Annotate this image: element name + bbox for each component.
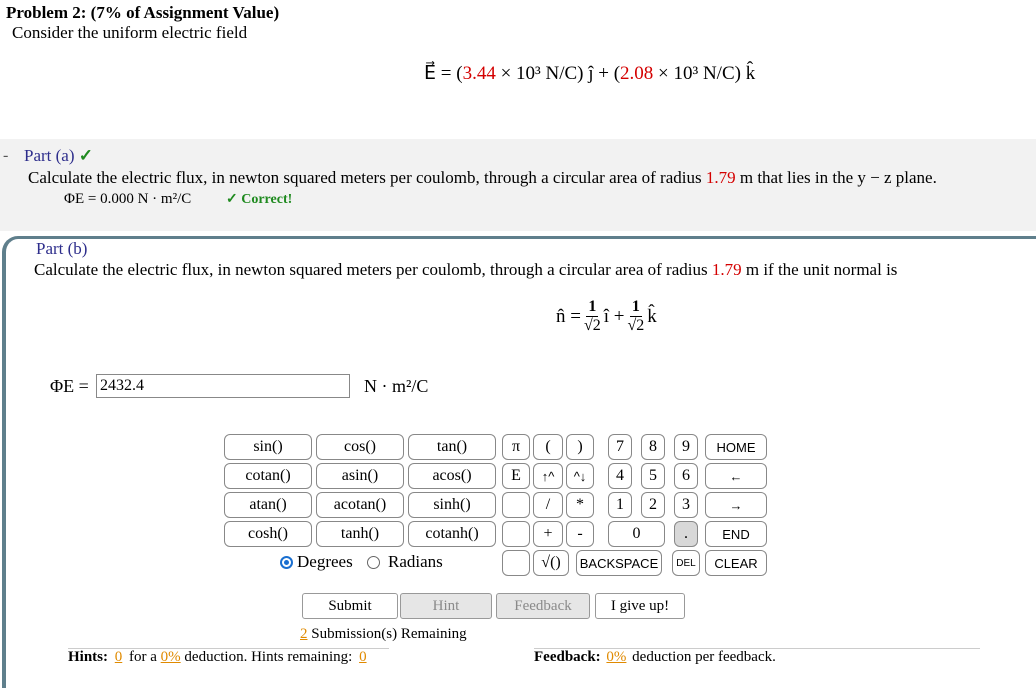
- problem-title: Problem 2: (7% of Assignment Value): [6, 3, 280, 22]
- right-arrow-icon[interactable]: →: [705, 492, 767, 518]
- key-cos[interactable]: cos(): [316, 434, 404, 460]
- key-open-paren[interactable]: (: [533, 434, 563, 460]
- key-asin[interactable]: asin(): [316, 463, 404, 489]
- part-b-title: Part (b): [36, 239, 88, 258]
- feedback-info: [534, 649, 776, 666]
- key-backspace[interactable]: BACKSPACE: [576, 550, 662, 576]
- frac-2-den: √2: [627, 317, 645, 334]
- key-del[interactable]: DEL: [672, 550, 700, 576]
- part-b-panel: [2, 236, 1036, 688]
- key-9[interactable]: 9: [674, 434, 698, 460]
- key-3[interactable]: 3: [674, 492, 698, 518]
- hints-deduction: deduction. Hints remaining:: [180, 649, 357, 665]
- key-clear[interactable]: CLEAR: [705, 550, 767, 576]
- answer-label: ΦE =: [50, 376, 89, 396]
- key-cotan[interactable]: cotan(): [224, 463, 312, 489]
- key-divide[interactable]: /: [533, 492, 563, 518]
- check-icon: ✓: [78, 146, 94, 165]
- correct-badge: ✓ Correct!: [226, 192, 293, 207]
- key-blank-3[interactable]: [502, 550, 530, 576]
- fraction-1: [584, 298, 601, 335]
- eq-mid1: × 10³ N/C) ĵ + (: [495, 63, 621, 84]
- feedback-pct: 0%: [606, 649, 627, 665]
- hints-info: [68, 649, 370, 666]
- key-close-paren[interactable]: ): [566, 434, 594, 460]
- frac-1-num: 1: [588, 298, 597, 315]
- fraction-2: [628, 298, 645, 335]
- part-b-q-pre: Calculate the electric flux, in newton squared meters per coulomb, through a circular area of radius: [34, 260, 712, 279]
- key-decimal[interactable]: .: [674, 521, 698, 547]
- key-cosh[interactable]: cosh(): [224, 521, 312, 547]
- key-tan[interactable]: tan(): [408, 434, 496, 460]
- key-1[interactable]: 1: [608, 492, 632, 518]
- hints-pct: 0%: [160, 649, 181, 665]
- key-multiply[interactable]: *: [566, 492, 594, 518]
- key-blank-2[interactable]: [502, 521, 530, 547]
- hints-remaining: 0: [359, 649, 367, 665]
- key-e[interactable]: E: [502, 463, 530, 489]
- answer-input[interactable]: 2432.4: [96, 374, 350, 398]
- key-minus[interactable]: -: [566, 521, 594, 547]
- hint-button[interactable]: Hint: [400, 593, 492, 619]
- problem-subtitle: Consider the uniform electric field: [12, 23, 248, 42]
- hints-label: Hints:: [68, 649, 109, 665]
- key-2[interactable]: 2: [641, 492, 665, 518]
- key-home[interactable]: HOME: [705, 434, 767, 460]
- answer-unit: N · m²/C: [364, 376, 429, 396]
- part-a-q-pre: Calculate the electric flux, in newton squared meters per coulomb, through a circular area of radius: [28, 168, 706, 187]
- part-b-radius: 1.79: [711, 260, 742, 279]
- submissions-remaining: [300, 626, 467, 643]
- part-a-radius: 1.79: [705, 168, 736, 187]
- key-superscript-down[interactable]: ^↓: [566, 463, 594, 489]
- give-up-button[interactable]: I give up!: [595, 593, 685, 619]
- i-hat: î +: [603, 305, 625, 327]
- submissions-count: 2: [300, 626, 308, 642]
- field-equation: [424, 62, 755, 85]
- degrees-radio[interactable]: [280, 556, 293, 569]
- key-tanh[interactable]: tanh(): [316, 521, 404, 547]
- key-7[interactable]: 7: [608, 434, 632, 460]
- submit-button[interactable]: Submit: [302, 593, 398, 619]
- key-0[interactable]: 0: [608, 521, 665, 547]
- part-a-answer: ΦE = 0.000 N · m²/C: [64, 191, 192, 207]
- part-a-collapse[interactable]: -: [3, 147, 9, 164]
- radians-radio[interactable]: [367, 556, 380, 569]
- radians-label: Radians: [388, 552, 443, 571]
- key-6[interactable]: 6: [674, 463, 698, 489]
- eq-mid2: × 10³ N/C) k̂: [653, 63, 756, 84]
- eq-ey-value: 3.44: [462, 63, 496, 84]
- hints-count: 0: [114, 649, 123, 665]
- key-5[interactable]: 5: [641, 463, 665, 489]
- hints-for: for a: [125, 649, 161, 665]
- key-plus[interactable]: +: [533, 521, 563, 547]
- k-hat: k̂: [647, 305, 657, 327]
- part-b-question: [34, 260, 897, 280]
- part-a-title: [24, 146, 93, 166]
- key-4[interactable]: 4: [608, 463, 632, 489]
- key-sqrt[interactable]: √(): [533, 550, 569, 576]
- part-a-q-post: m that lies in the y − z plane.: [735, 168, 937, 187]
- unit-normal-equation: [556, 298, 657, 335]
- submissions-text: Submission(s) Remaining: [307, 626, 467, 642]
- frac-2-num: 1: [631, 298, 640, 315]
- feedback-label: Feedback:: [534, 649, 601, 665]
- key-blank-1[interactable]: [502, 492, 530, 518]
- part-a-label: Part (a): [24, 146, 75, 165]
- key-end[interactable]: END: [705, 521, 767, 547]
- feedback-button[interactable]: Feedback: [496, 593, 590, 619]
- key-atan[interactable]: atan(): [224, 492, 312, 518]
- key-cotanh[interactable]: cotanh(): [408, 521, 496, 547]
- key-acos[interactable]: acos(): [408, 463, 496, 489]
- frac-1-den: √2: [583, 317, 601, 334]
- key-acotan[interactable]: acotan(): [316, 492, 404, 518]
- part-a-question: [28, 168, 937, 188]
- eq-ez-value: 2.08: [620, 63, 654, 84]
- part-b-q-post: m if the unit normal is: [741, 260, 898, 279]
- normal-lhs: n̂ =: [556, 305, 581, 327]
- key-sinh[interactable]: sinh(): [408, 492, 496, 518]
- eq-lhs: E⃗ = (: [424, 63, 463, 84]
- feedback-text: deduction per feedback.: [628, 649, 776, 665]
- degrees-label: Degrees: [297, 552, 353, 571]
- key-pi[interactable]: π: [502, 434, 530, 460]
- key-superscript-up[interactable]: ↑^: [533, 463, 563, 489]
- key-8[interactable]: 8: [641, 434, 665, 460]
- key-sin[interactable]: sin(): [224, 434, 312, 460]
- left-arrow-icon[interactable]: ←: [705, 463, 767, 489]
